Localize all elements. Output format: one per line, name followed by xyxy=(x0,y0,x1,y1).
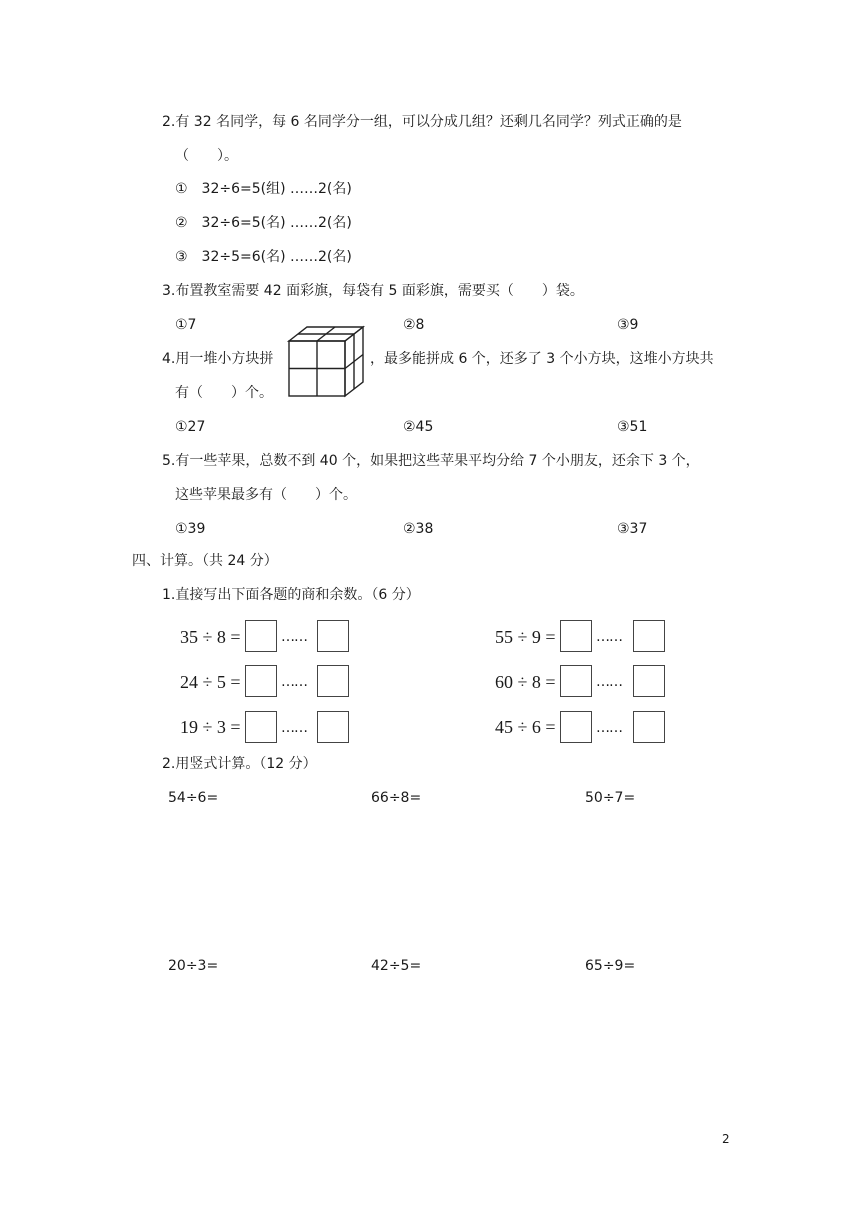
remainder-dots: …… xyxy=(281,674,307,690)
cube-figure xyxy=(287,324,367,400)
remainder-box[interactable] xyxy=(633,665,665,697)
remainder-dots: …… xyxy=(596,629,622,645)
q3-stem: 3.布置教室需要 42 面彩旗，每袋有 5 面彩旗，需要买（ ）袋。 xyxy=(162,283,584,299)
q5-option-1: ①39 xyxy=(175,521,206,537)
quotient-box[interactable] xyxy=(560,711,592,743)
q4-stem-line1-start: 4.用一堆小方块拼 xyxy=(162,351,274,367)
q4-option-2: ②45 xyxy=(403,419,434,435)
quotient-box[interactable] xyxy=(245,620,277,652)
q2-stem-line1: 2.有 32 名同学，每 6 名同学分一组，可以分成几组？还剩几名同学？列式正确的是 xyxy=(162,114,682,130)
remainder-dots: …… xyxy=(596,720,622,736)
vertical-problem-5: 42÷5= xyxy=(371,958,422,974)
q5-stem-line1: 5.有一些苹果，总数不到 40 个，如果把这些苹果平均分给 7 个小朋友，还余下 3 个， xyxy=(162,453,700,469)
q4-option-3: ③51 xyxy=(617,419,648,435)
direct-problem-1: 35 ÷ 8 = xyxy=(180,627,241,647)
remainder-dots: …… xyxy=(596,674,622,690)
remainder-dots: …… xyxy=(281,629,307,645)
subsection-2-title: 2.用竖式计算。（12 分） xyxy=(162,756,317,772)
direct-problem-5: 19 ÷ 3 = xyxy=(180,717,241,737)
q2-stem-line2: （ ）。 xyxy=(175,148,238,164)
vertical-problem-6: 65÷9= xyxy=(585,958,636,974)
q4-stem-line2: 有（ ）个。 xyxy=(175,385,273,401)
remainder-box[interactable] xyxy=(633,620,665,652)
quotient-box[interactable] xyxy=(245,665,277,697)
q5-stem-line2: 这些苹果最多有（ ）个。 xyxy=(175,487,357,503)
q2-option-2: ② 32÷6=5(名) ……2(名) xyxy=(175,215,352,231)
vertical-problem-4: 20÷3= xyxy=(168,958,219,974)
q3-option-1: ①7 xyxy=(175,317,197,333)
q5-option-3: ③37 xyxy=(617,521,648,537)
q4-option-1: ①27 xyxy=(175,419,206,435)
remainder-box[interactable] xyxy=(633,711,665,743)
vertical-problem-2: 66÷8= xyxy=(371,790,422,806)
q2-option-1: ① 32÷6=5(组) ……2(名) xyxy=(175,181,352,197)
q3-option-2: ②8 xyxy=(403,317,425,333)
direct-problem-2: 55 ÷ 9 = xyxy=(495,627,556,647)
subsection-1-title: 1.直接写出下面各题的商和余数。（6 分） xyxy=(162,587,420,603)
remainder-box[interactable] xyxy=(317,711,349,743)
section-heading: 四、计算。（共 24 分） xyxy=(132,553,278,569)
remainder-box[interactable] xyxy=(317,620,349,652)
direct-problem-4: 60 ÷ 8 = xyxy=(495,672,556,692)
vertical-problem-1: 54÷6= xyxy=(168,790,219,806)
direct-problem-6: 45 ÷ 6 = xyxy=(495,717,556,737)
q3-option-3: ③9 xyxy=(617,317,639,333)
remainder-box[interactable] xyxy=(317,665,349,697)
quotient-box[interactable] xyxy=(560,665,592,697)
page-number: 2 xyxy=(722,1132,730,1146)
q2-option-3: ③ 32÷5=6(名) ……2(名) xyxy=(175,249,352,265)
remainder-dots: …… xyxy=(281,720,307,736)
vertical-problem-3: 50÷7= xyxy=(585,790,636,806)
q5-option-2: ②38 xyxy=(403,521,434,537)
quotient-box[interactable] xyxy=(560,620,592,652)
direct-problem-3: 24 ÷ 5 = xyxy=(180,672,241,692)
q4-stem-line1-end: ，最多能拼成 6 个，还多了 3 个小方块，这堆小方块共 xyxy=(370,351,714,367)
quotient-box[interactable] xyxy=(245,711,277,743)
